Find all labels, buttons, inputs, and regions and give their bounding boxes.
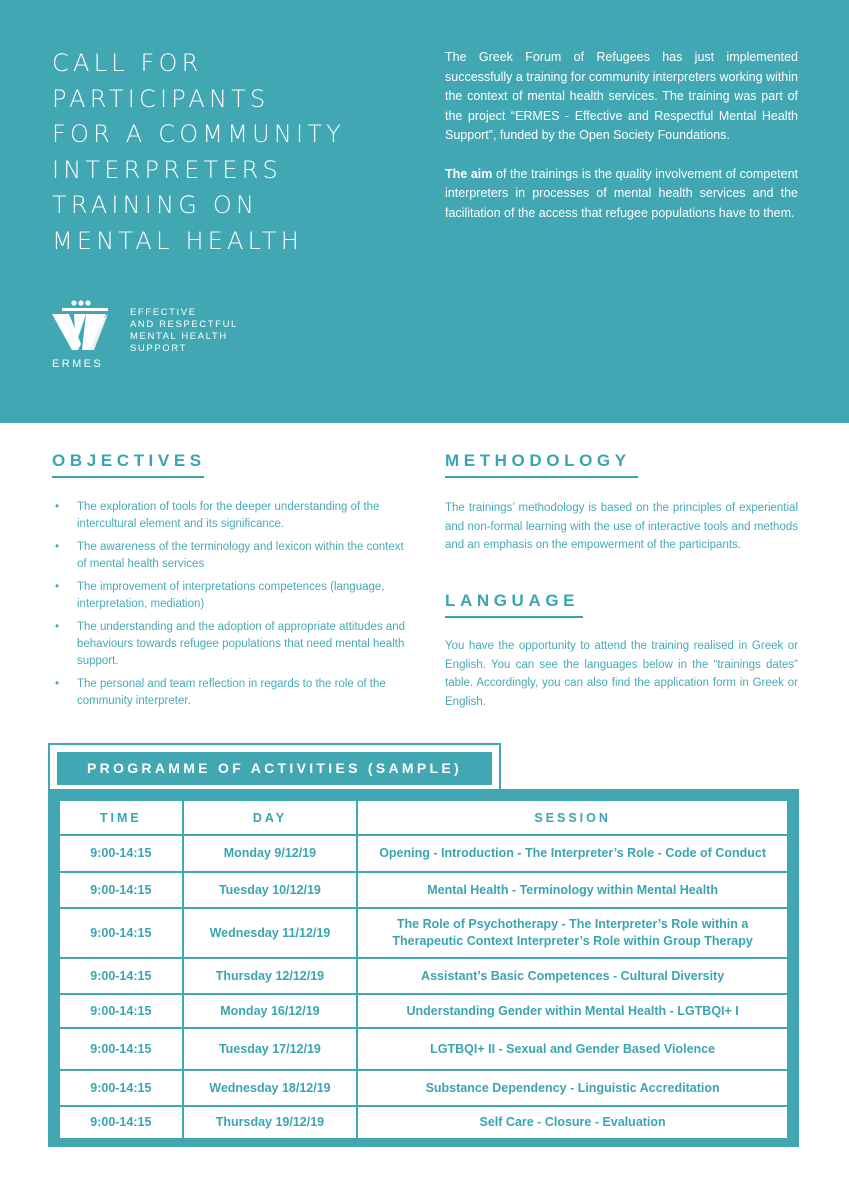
tagline-line: MENTAL HEALTH <box>130 331 228 342</box>
table-row <box>59 958 788 994</box>
aim-text: of the trainings is the quality involvement of competent interpreters in processes of mental health services and the facilitation of the access that refugee populations have to them. <box>445 166 798 220</box>
methodology-underline <box>445 476 638 478</box>
day-cell: Monday 9/12/19 <box>183 835 358 872</box>
title-line: TRAINING ON <box>52 191 259 219</box>
session-cell: The Role of Psychotherapy - The Interpreter’s Role within a Therapeutic Context Interpreter’s Role within Group Therapy <box>357 908 788 958</box>
time-cell: 9:00-14:15 <box>59 835 183 872</box>
table-row <box>59 835 788 872</box>
column-header-session: SESSION <box>357 800 788 835</box>
tagline-line: AND RESPECTFUL <box>130 319 238 330</box>
session-cell: Understanding Gender within Mental Health - LGTBQI+ I <box>357 994 788 1028</box>
table-row <box>59 1028 788 1070</box>
session-cell: Self Care - Closure - Evaluation <box>357 1106 788 1139</box>
column-header-day: DAY <box>183 800 358 835</box>
list-item: • The exploration of tools for the deeper understanding of the intercultural element and its significance. <box>55 499 407 533</box>
table-row <box>59 872 788 908</box>
title-line: INTERPRETERS <box>52 155 282 184</box>
session-cell: Substance Dependency - Linguistic Accreditation <box>357 1070 788 1106</box>
title-line: PARTICIPANTS <box>52 84 270 113</box>
tagline-line: SUPPORT <box>130 343 187 354</box>
session-cell: LGTBQI+ II - Sexual and Gender Based Violence <box>357 1028 788 1070</box>
methodology-heading: METHODOLOGY <box>445 451 631 470</box>
time-cell: 9:00-14:15 <box>59 1028 183 1070</box>
session-cell: Assistant’s Basic Competences - Cultural Diversity <box>357 958 788 994</box>
objectives-list <box>55 499 407 716</box>
list-item: • The personal and team reflection in regards to the role of the community interpreter. <box>55 676 407 710</box>
time-cell: 9:00-14:15 <box>59 872 183 908</box>
list-item: • The awareness of the terminology and lexicon within the context of mental health services <box>55 539 407 573</box>
language-heading: LANGUAGE <box>445 591 580 610</box>
list-item: • The understanding and the adoption of appropriate attitudes and behaviours towards refugee populations that need mental health support. <box>55 619 407 670</box>
day-cell: Thursday 19/12/19 <box>183 1106 358 1139</box>
session-cell: Mental Health - Terminology within Mental Health <box>357 872 788 908</box>
language-text: You have the opportunity to attend the training realised in Greek or English. You can see the languages below in the “trainings dates” table. Accordingly, you can also find the application form in Greek or English. <box>445 640 798 708</box>
objectives-underline <box>52 476 204 478</box>
intro-paragraph: The Greek Forum of Refugees has just implemented successfully a training for community interpreters working within the context of mental health services. The training was part of the project “ERMES - Effective and Respectful Mental Health Support”, funded by the Open Society Foundations. <box>445 50 798 142</box>
schedule-table <box>58 799 789 1140</box>
aim-label: The aim <box>445 166 493 181</box>
time-cell: 9:00-14:15 <box>59 1106 183 1139</box>
day-cell: Tuesday 17/12/19 <box>183 1028 358 1070</box>
tagline-line: EFFECTIVE <box>130 307 197 318</box>
logo-tagline <box>130 307 290 355</box>
time-cell: 9:00-14:15 <box>59 958 183 994</box>
column-header-time: TIME <box>59 800 183 835</box>
intro-text <box>445 48 798 242</box>
list-item: • The improvement of interpretations competences (language, interpretation, mediation) <box>55 579 407 613</box>
day-cell: Wednesday 18/12/19 <box>183 1070 358 1106</box>
language-underline <box>445 616 583 618</box>
table-header-row <box>59 800 788 835</box>
day-cell: Tuesday 10/12/19 <box>183 872 358 908</box>
day-cell: Monday 16/12/19 <box>183 994 358 1028</box>
title-line: MENTAL HEALTH <box>52 226 304 255</box>
table-row <box>59 908 788 958</box>
title-line: FOR A COMMUNITY <box>52 120 346 148</box>
time-cell: 9:00-14:15 <box>59 1070 183 1106</box>
aim-paragraph <box>445 165 798 224</box>
table-row <box>59 1070 788 1106</box>
session-cell: Opening - Introduction - The Interpreter’s Role - Code of Conduct <box>357 835 788 872</box>
table-row <box>59 1106 788 1139</box>
methodology-text: The trainings’ methodology is based on the principles of experiential and non-formal learning with the use of interactive tools and methods and an emphasis on the empowerment of the participants. <box>445 502 798 551</box>
day-cell: Wednesday 11/12/19 <box>183 908 358 958</box>
time-cell: 9:00-14:15 <box>59 908 183 958</box>
time-cell: 9:00-14:15 <box>59 994 183 1028</box>
programme-heading: PROGRAMME OF ACTIVITIES (SAMPLE) <box>57 752 492 785</box>
header-band <box>0 0 849 423</box>
objectives-heading: OBJECTIVES <box>52 451 206 470</box>
day-cell: Thursday 12/12/19 <box>183 958 358 994</box>
page-title <box>52 46 412 259</box>
title-line: CALL FOR <box>52 49 203 77</box>
table-row <box>59 994 788 1028</box>
logo-wordmark: ERMES <box>52 358 104 370</box>
